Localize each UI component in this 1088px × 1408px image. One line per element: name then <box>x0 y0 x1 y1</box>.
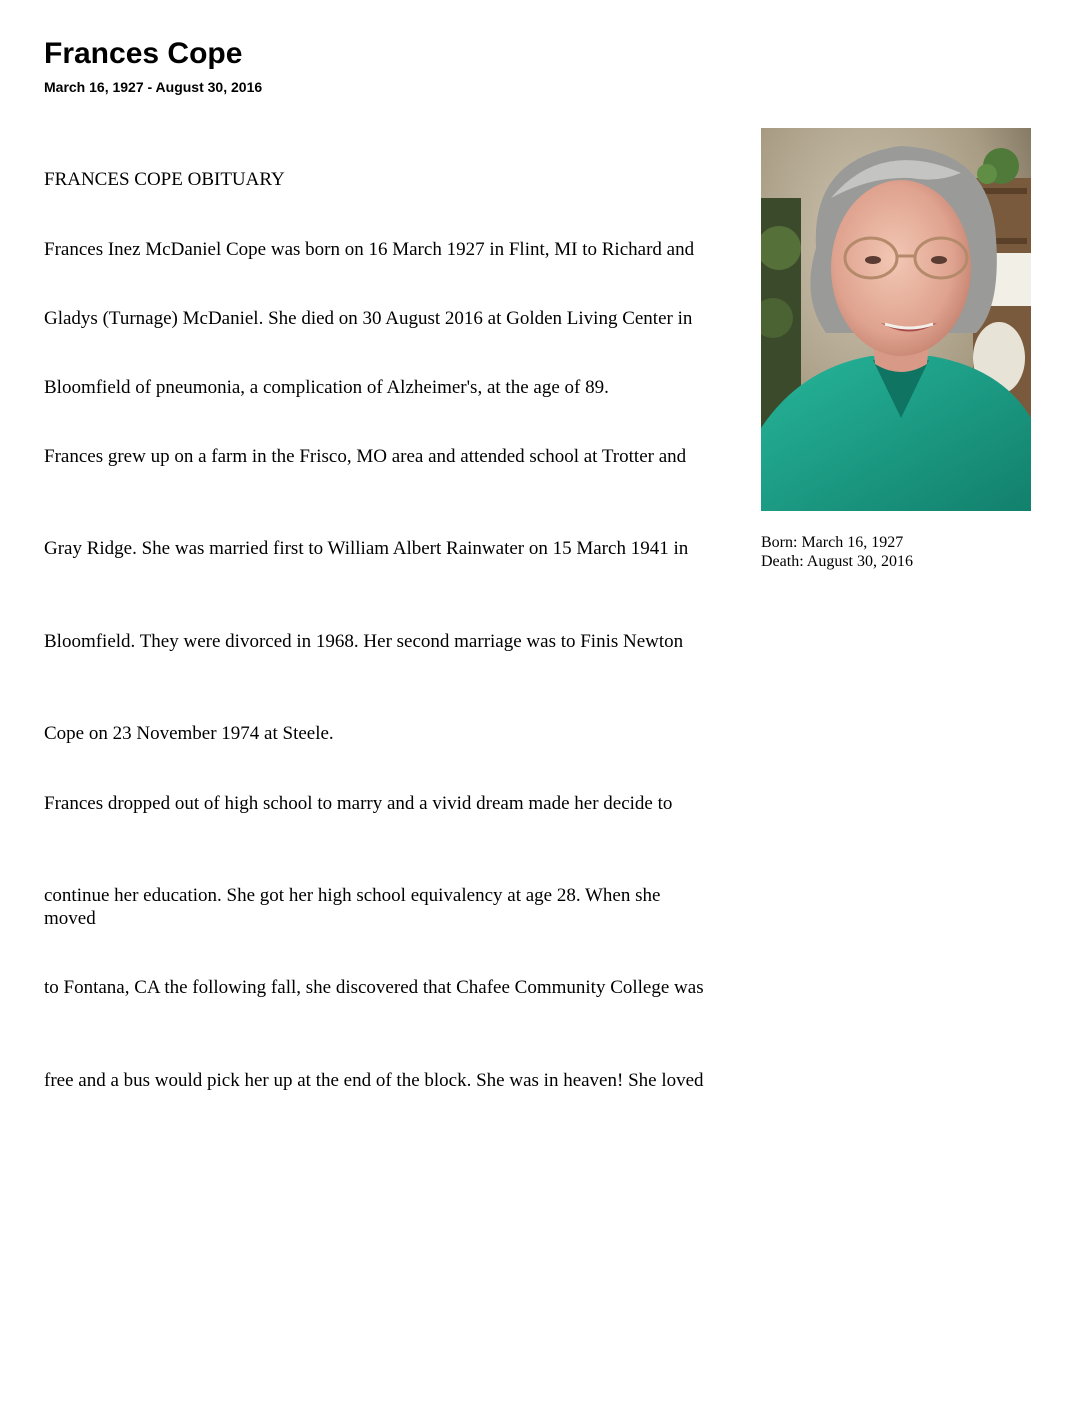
born-caption: Born: March 16, 1927 <box>761 534 904 551</box>
portrait-photo <box>761 128 1031 511</box>
obituary-paragraph: to Fontana, CA the following fall, she discovered that Chafee Community College was <box>44 977 704 998</box>
obituary-paragraph: Frances dropped out of high school to marry and a vivid dream made her decide to <box>44 793 673 814</box>
obituary-paragraph: Frances grew up on a farm in the Frisco, MO area and attended school at Trotter and <box>44 446 687 467</box>
obituary-paragraph: Bloomfield of pneumonia, a complication of Alzheimer's, at the age of 89. <box>44 377 609 398</box>
life-dates: March 16, 1927 - August 30, 2016 <box>44 79 263 95</box>
obituary-paragraph: Bloomfield. They were divorced in 1968. Her second marriage was to Finis Newton <box>44 631 684 652</box>
obituary-header <box>44 36 262 96</box>
obituary-paragraph: Gladys (Turnage) McDaniel. She died on 30 August 2016 at Golden Living Center in <box>44 308 693 329</box>
obituary-paragraph: free and a bus would pick her up at the end of the block. She was in heaven! She loved <box>44 1070 704 1091</box>
sidebar <box>761 128 1031 571</box>
obituary-paragraph: Frances Inez McDaniel Cope was born on 16 March 1927 in Flint, MI to Richard and <box>44 239 695 260</box>
obituary-heading: FRANCES COPE OBITUARY <box>44 169 285 190</box>
obituary-paragraph: Gray Ridge. She was married first to William Albert Rainwater on 15 March 1941 in <box>44 538 689 559</box>
death-caption: Death: August 30, 2016 <box>761 553 913 570</box>
page-title: Frances Cope <box>44 37 243 70</box>
obituary-paragraph: continue her education. She got her high school equivalency at age 28. When she moved <box>44 885 661 929</box>
obituary-paragraph: Cope on 23 November 1974 at Steele. <box>44 723 334 744</box>
obituary-body <box>44 168 712 1115</box>
